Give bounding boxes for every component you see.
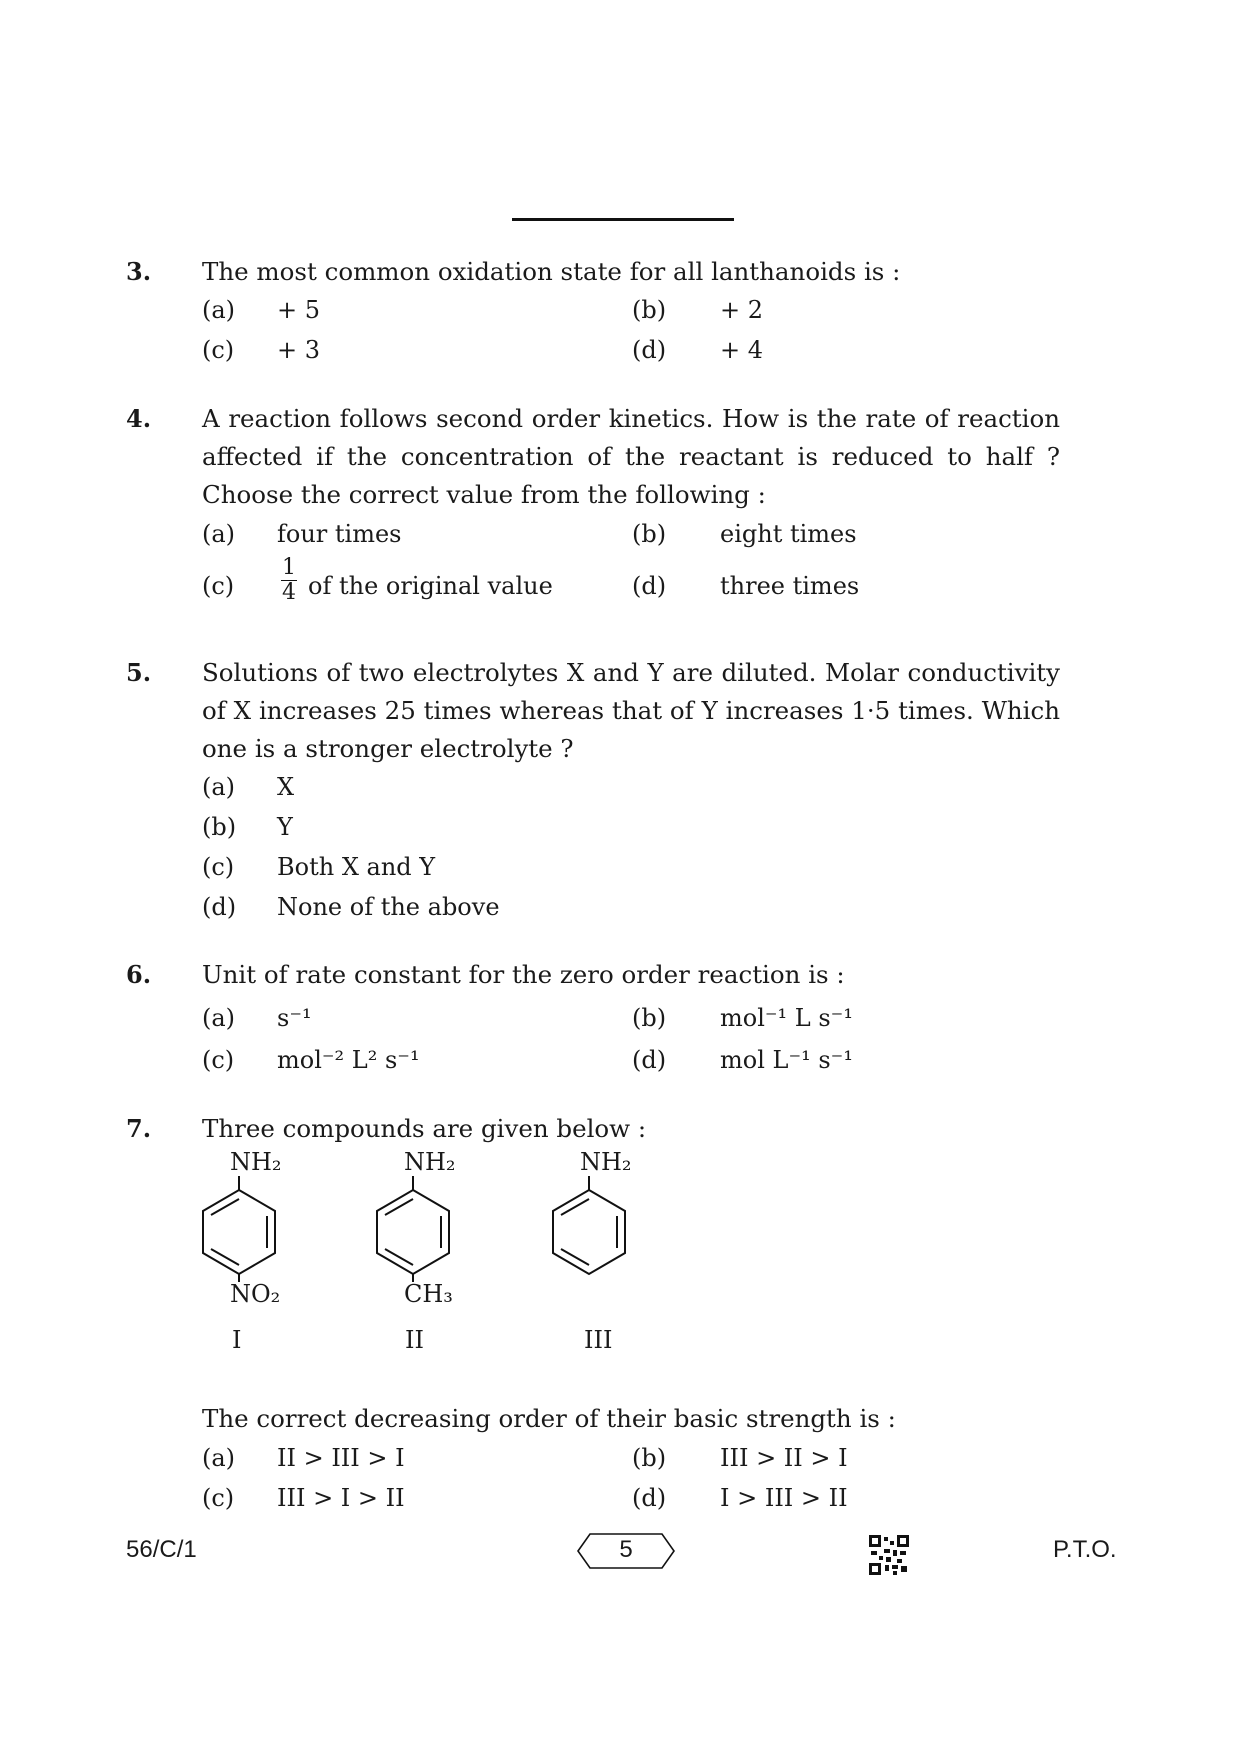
please-turn-over: P.T.O. bbox=[1053, 1536, 1117, 1563]
q4-option-d: three times bbox=[720, 572, 860, 600]
q7-text: Three compounds are given below : bbox=[202, 1114, 647, 1143]
fraction-numerator: 1 bbox=[282, 555, 296, 580]
q6-option-c: mol⁻² L² s⁻¹ bbox=[277, 1046, 420, 1074]
compound-2-bottom-group: CH₃ bbox=[404, 1280, 453, 1308]
q5-option-b: Y bbox=[277, 813, 293, 841]
q5-number: 5. bbox=[126, 658, 152, 687]
q6-option-d-label: (d) bbox=[632, 1046, 667, 1074]
fraction-denominator: 4 bbox=[282, 580, 296, 605]
paper-code: 56/C/1 bbox=[126, 1536, 197, 1563]
header-rule bbox=[512, 218, 734, 221]
compound-2-label: II bbox=[405, 1326, 424, 1354]
q6-option-a: s⁻¹ bbox=[277, 1004, 312, 1032]
q7-option-c: III > I > II bbox=[277, 1484, 405, 1512]
q4-option-c-fraction bbox=[281, 556, 297, 605]
q7-option-b-label: (b) bbox=[632, 1444, 667, 1472]
q7-option-d: I > III > II bbox=[720, 1484, 848, 1512]
q5-option-a-label: (a) bbox=[202, 773, 236, 801]
q3-option-c-label: (c) bbox=[202, 336, 235, 364]
qr-code-icon bbox=[869, 1535, 909, 1575]
compound-2-top-group: NH₂ bbox=[404, 1148, 456, 1176]
q4-option-b-label: (b) bbox=[632, 520, 667, 548]
q6-option-c-label: (c) bbox=[202, 1046, 235, 1074]
q7-number: 7. bbox=[126, 1114, 152, 1143]
q7-option-b: III > II > I bbox=[720, 1444, 848, 1472]
q3-option-d: + 4 bbox=[720, 336, 764, 364]
compound-1-bottom-group: NO₂ bbox=[230, 1280, 281, 1308]
compound-1-top-group: NH₂ bbox=[230, 1148, 282, 1176]
q4-option-a: four times bbox=[277, 520, 402, 548]
q4-text: A reaction follows second order kinetics. How is the rate of reaction affected if the concentration of the reactant is reduced to half ? Choose the correct value from the following : bbox=[202, 404, 1060, 509]
q3-number: 3. bbox=[126, 257, 152, 286]
q6-option-b: mol⁻¹ L s⁻¹ bbox=[720, 1004, 853, 1032]
q4-option-a-label: (a) bbox=[202, 520, 236, 548]
q6-option-b-label: (b) bbox=[632, 1004, 667, 1032]
compound-3-top-group: NH₂ bbox=[580, 1148, 632, 1176]
q6-text: Unit of rate constant for the zero order reaction is : bbox=[202, 960, 845, 989]
q5-option-b-label: (b) bbox=[202, 813, 237, 841]
q4-number: 4. bbox=[126, 404, 152, 433]
q5-option-c: Both X and Y bbox=[277, 853, 436, 881]
q7-option-d-label: (d) bbox=[632, 1484, 667, 1512]
compound-1-label: I bbox=[232, 1326, 242, 1354]
q5-option-d: None of the above bbox=[277, 893, 500, 921]
q5-option-a: X bbox=[277, 773, 295, 801]
q7-text-2: The correct decreasing order of their basic strength is : bbox=[202, 1404, 896, 1433]
q3-option-b-label: (b) bbox=[632, 296, 667, 324]
compound-3-label: III bbox=[584, 1326, 613, 1354]
q3-option-d-label: (d) bbox=[632, 336, 667, 364]
compound-3-benzene-ring bbox=[546, 1176, 632, 1276]
q6-option-a-label: (a) bbox=[202, 1004, 236, 1032]
q4-option-c-label: (c) bbox=[202, 572, 235, 600]
q4-option-d-label: (d) bbox=[632, 572, 667, 600]
q7-option-a-label: (a) bbox=[202, 1444, 236, 1472]
q5-option-d-label: (d) bbox=[202, 893, 237, 921]
q4-option-c: of the original value bbox=[308, 572, 553, 600]
q7-option-a: II > III > I bbox=[277, 1444, 405, 1472]
q3-text: The most common oxidation state for all lanthanoids is : bbox=[202, 257, 901, 286]
q3-option-b: + 2 bbox=[720, 296, 764, 324]
q4-option-b: eight times bbox=[720, 520, 857, 548]
q5-option-c-label: (c) bbox=[202, 853, 235, 881]
q3-option-a-label: (a) bbox=[202, 296, 236, 324]
compound-2-benzene-ring bbox=[370, 1176, 456, 1282]
compound-1-benzene-ring bbox=[196, 1176, 282, 1282]
q6-option-d: mol L⁻¹ s⁻¹ bbox=[720, 1046, 853, 1074]
q6-number: 6. bbox=[126, 960, 152, 989]
q5-text: Solutions of two electrolytes X and Y are diluted. Molar conductivity of X increases 25 times whereas that of Y increases 1·5 times. Which one is a stronger electrolyte ? bbox=[202, 658, 1060, 763]
page-number: 5 bbox=[619, 1536, 633, 1563]
q3-option-a: + 5 bbox=[277, 296, 321, 324]
q3-option-c: + 3 bbox=[277, 336, 321, 364]
q7-option-c-label: (c) bbox=[202, 1484, 235, 1512]
